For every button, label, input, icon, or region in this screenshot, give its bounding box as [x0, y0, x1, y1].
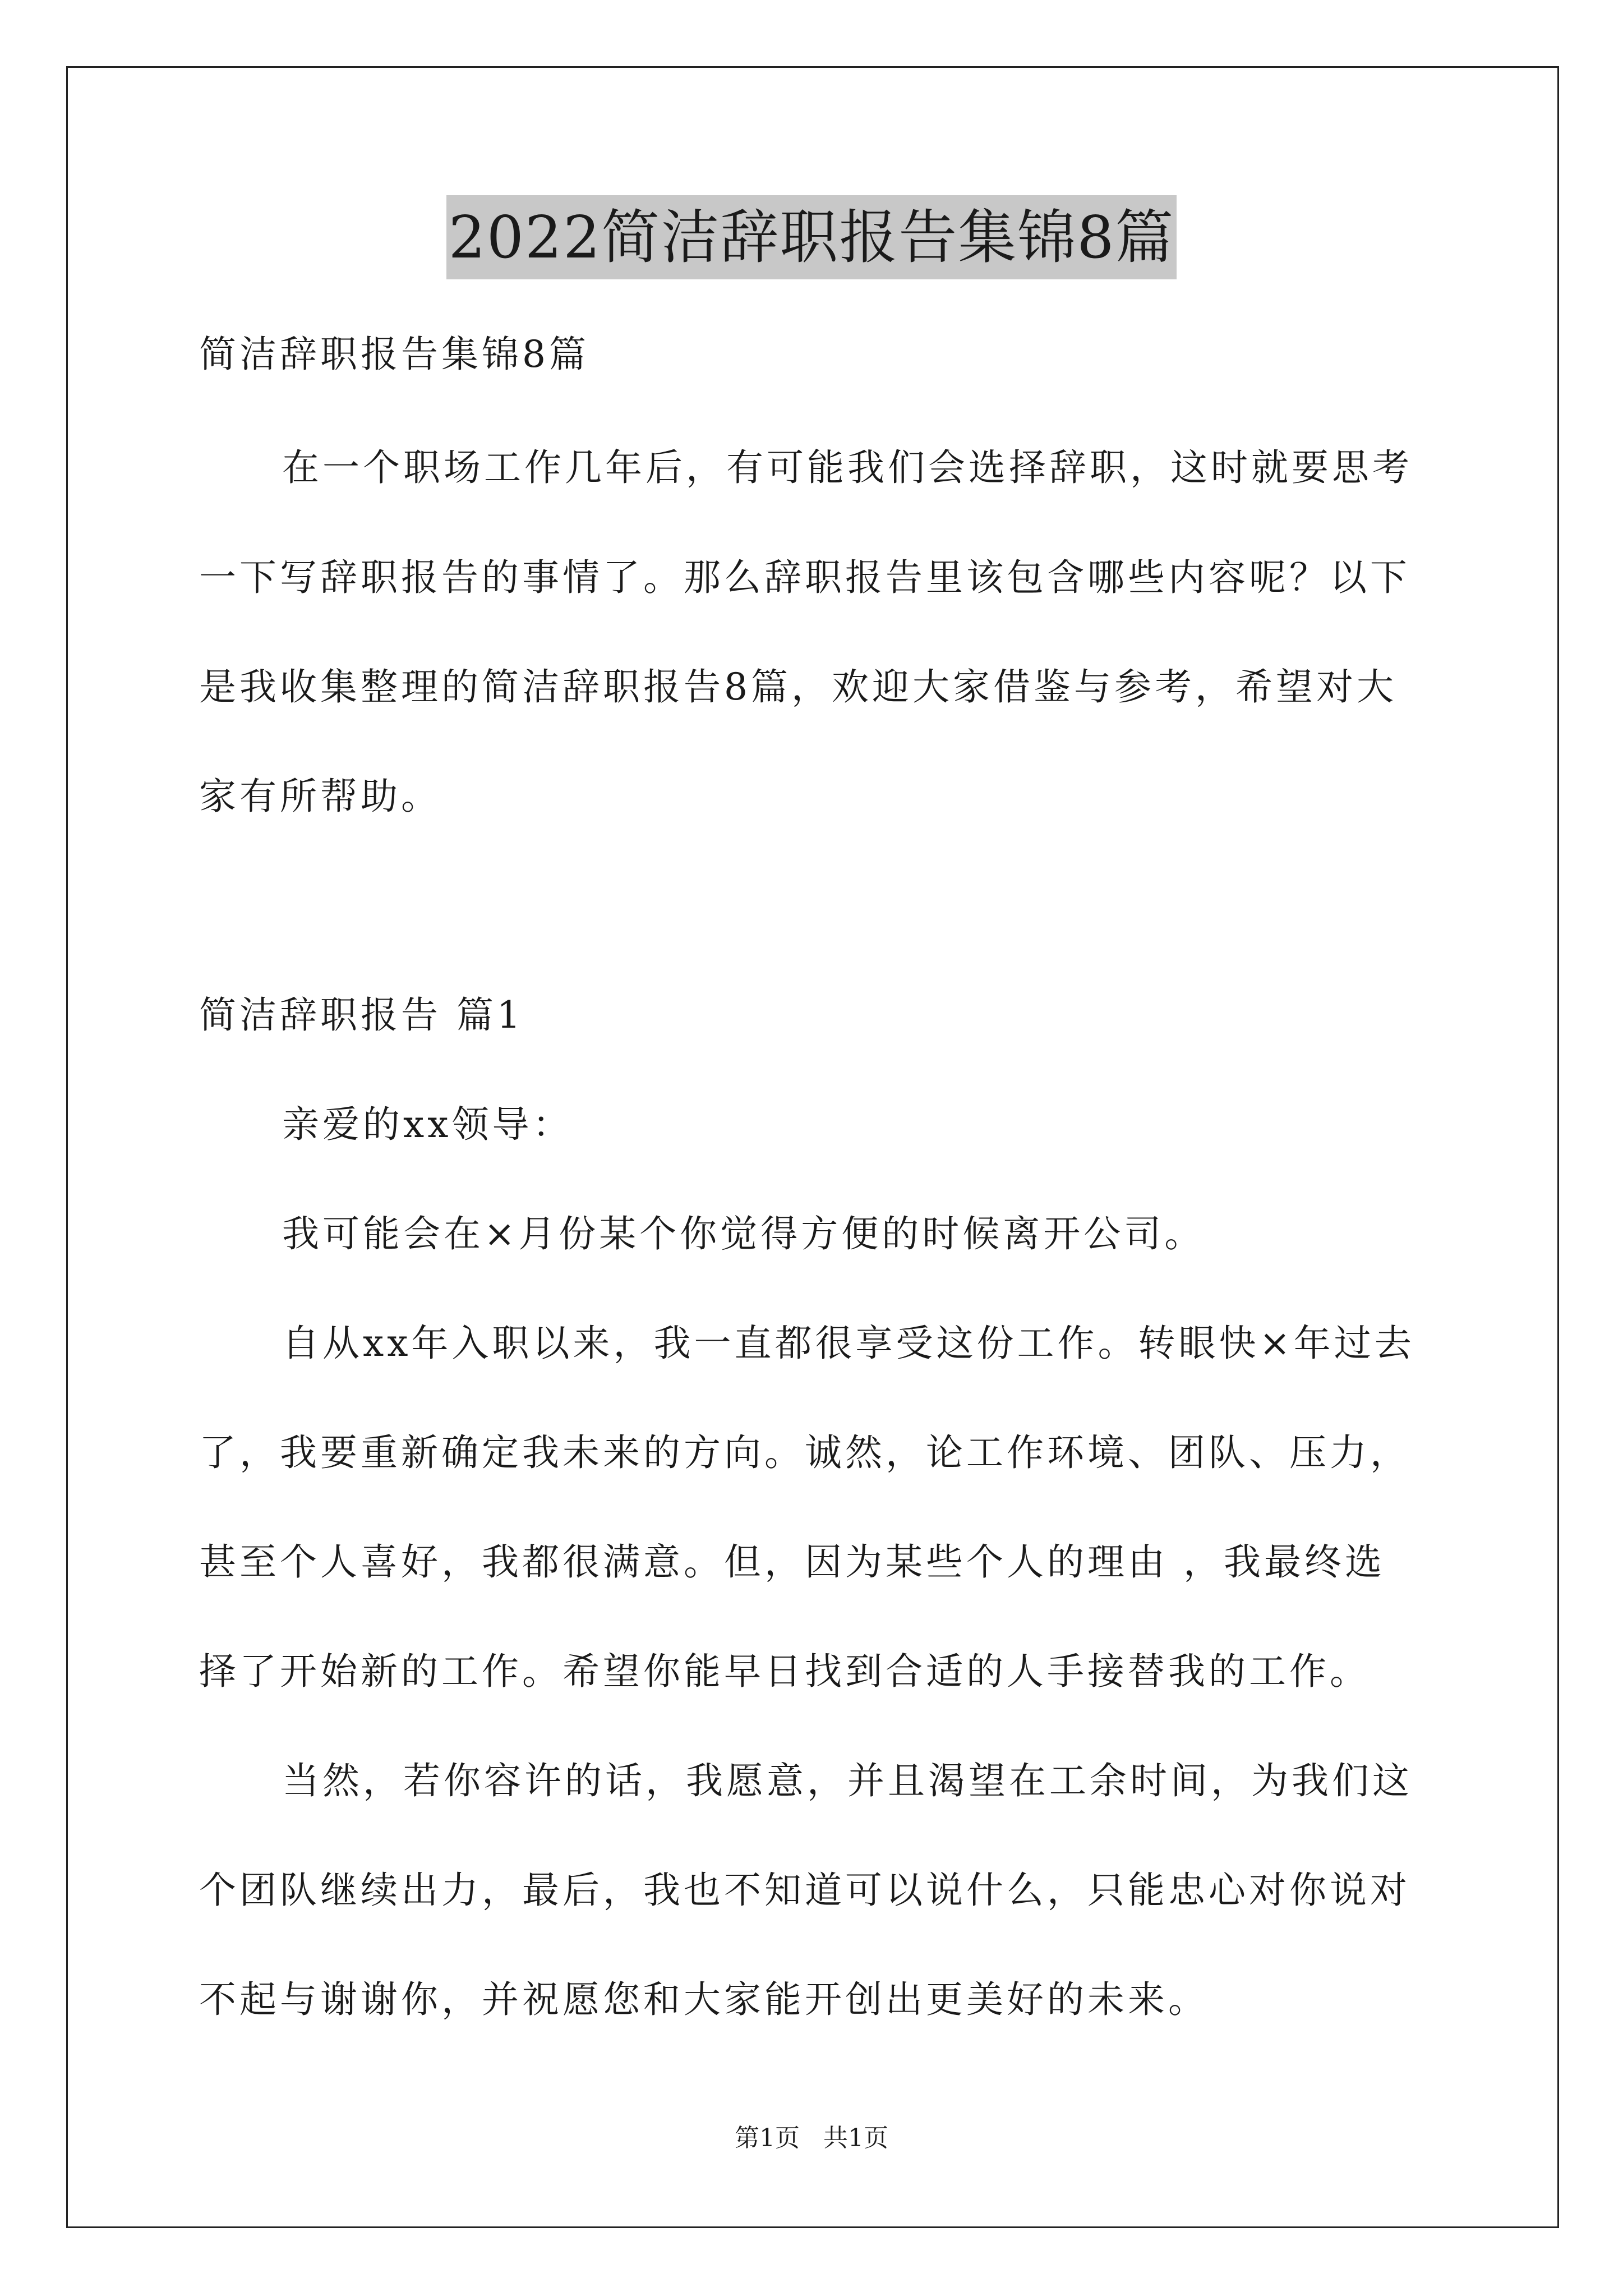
body-line-8: 不起与谢谢你，并祝愿您和大家能开创出更美好的未来。: [199, 1978, 1209, 2021]
intro-line-4: 家有所帮助。: [199, 775, 441, 818]
body-line-7: 个团队继续出力，最后，我也不知道可以说什么，只能忠心对你说对: [199, 1869, 1410, 1912]
subtitle-line: 简洁辞职报告集锦8篇: [199, 333, 589, 376]
page-footer: 第1页 共1页: [735, 2124, 888, 2152]
body-line-6: 当然，若你容许的话，我愿意，并且渴望在工余时间，为我们这: [282, 1759, 1413, 1802]
intro-line-1: 在一个职场工作几年后，有可能我们会选择辞职，这时就要思考: [282, 446, 1413, 489]
body-line-5: 择了开始新的工作。希望你能早日找到合适的人手接替我的工作。: [199, 1650, 1370, 1693]
body-line-1: 我可能会在×月份某个你觉得方便的时候离开公司。: [282, 1212, 1205, 1255]
document-title: 2022简洁辞职报告集锦8篇: [446, 195, 1177, 279]
section-heading: 简洁辞职报告 篇1: [199, 993, 524, 1037]
intro-line-2: 一下写辞职报告的事情了。那么辞职报告里该包含哪些内容呢？以下: [199, 556, 1410, 599]
body-line-2: 自从xx年入职以来，我一直都很享受这份工作。转眼快×年过去: [282, 1322, 1415, 1365]
body-line-4: 甚至个人喜好，我都很满意。但，因为某些个人的理由 ，我最终选: [199, 1540, 1385, 1584]
body-line-3: 了，我要重新确定我未来的方向。诚然，论工作环境、团队、压力，: [199, 1431, 1410, 1474]
intro-line-3: 是我收集整理的简洁辞职报告8篇，欢迎大家借鉴与参考，希望对大: [199, 665, 1397, 708]
title-container: [0, 195, 1623, 279]
salutation-line: 亲爱的xx领导：: [282, 1103, 573, 1146]
